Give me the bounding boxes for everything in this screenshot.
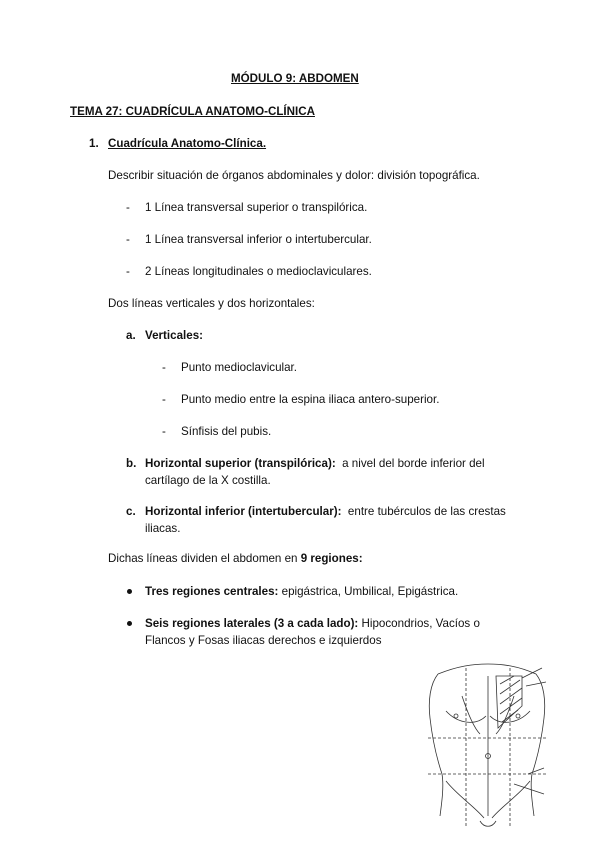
intro-paragraph: Describir situación de órganos abdominales y dolor: división topográfica.: [108, 169, 480, 182]
section-number: 1.: [89, 137, 99, 150]
lines-summary: Dos líneas verticales y dos horizontales:: [108, 297, 315, 310]
region-title: Seis regiones laterales (3 a cada lado):: [145, 617, 359, 630]
region-text: Hipocondrios, Vacíos o Flancos y Fosas iliacas derechos e izquierdos: [145, 617, 480, 648]
list-item: [145, 615, 515, 650]
verticales-title: Verticales:: [145, 329, 204, 342]
regions-intro-bold: 9 regiones:: [300, 552, 363, 565]
region-title: Tres regiones centrales:: [145, 585, 279, 598]
list-item: [145, 583, 458, 600]
list-item: - Punto medio entre la espina iliaca antero-superior.: [181, 391, 439, 408]
regions-intro-text: Dichas líneas dividen el abdomen en: [108, 552, 301, 565]
horizontal-superior-title: Horizontal superior (transpilórica):: [145, 457, 336, 470]
list-item: - 1 Línea transversal inferior o intertubercular.: [145, 231, 372, 248]
list-item: - 1 Línea transversal superior o transpilórica.: [145, 199, 367, 216]
horizontal-inferior-title: Horizontal inferior (intertubercular):: [145, 505, 342, 518]
list-item: - Sínfisis del pubis.: [181, 423, 271, 440]
abdomen-regions-diagram: [418, 656, 558, 831]
horizontal-superior-item: [145, 455, 515, 490]
horizontal-superior-text: a nivel del borde inferior del cartílago de la X costilla.: [145, 457, 485, 488]
region-text: epigástrica, Umbilical, Epigástrica.: [281, 585, 459, 598]
horizontal-inferior-text: entre tubérculos de las crestas iliacas.: [145, 505, 506, 536]
regions-intro: [108, 550, 363, 567]
list-item: - Punto medioclavicular.: [181, 359, 297, 376]
horizontal-inferior-item: [145, 503, 525, 538]
module-title: MÓDULO 9: ABDOMEN: [231, 72, 359, 85]
horizontal-inferior-letter: c.: [126, 505, 136, 518]
horizontal-superior-letter: b.: [126, 457, 137, 470]
list-item: - 2 Líneas longitudinales o medioclaviculares.: [145, 263, 372, 280]
topic-title: TEMA 27: CUADRÍCULA ANATOMO-CLÍNICA: [70, 105, 315, 118]
section-title: Cuadrícula Anatomo-Clínica.: [108, 137, 267, 150]
verticales-letter: a.: [126, 329, 136, 342]
